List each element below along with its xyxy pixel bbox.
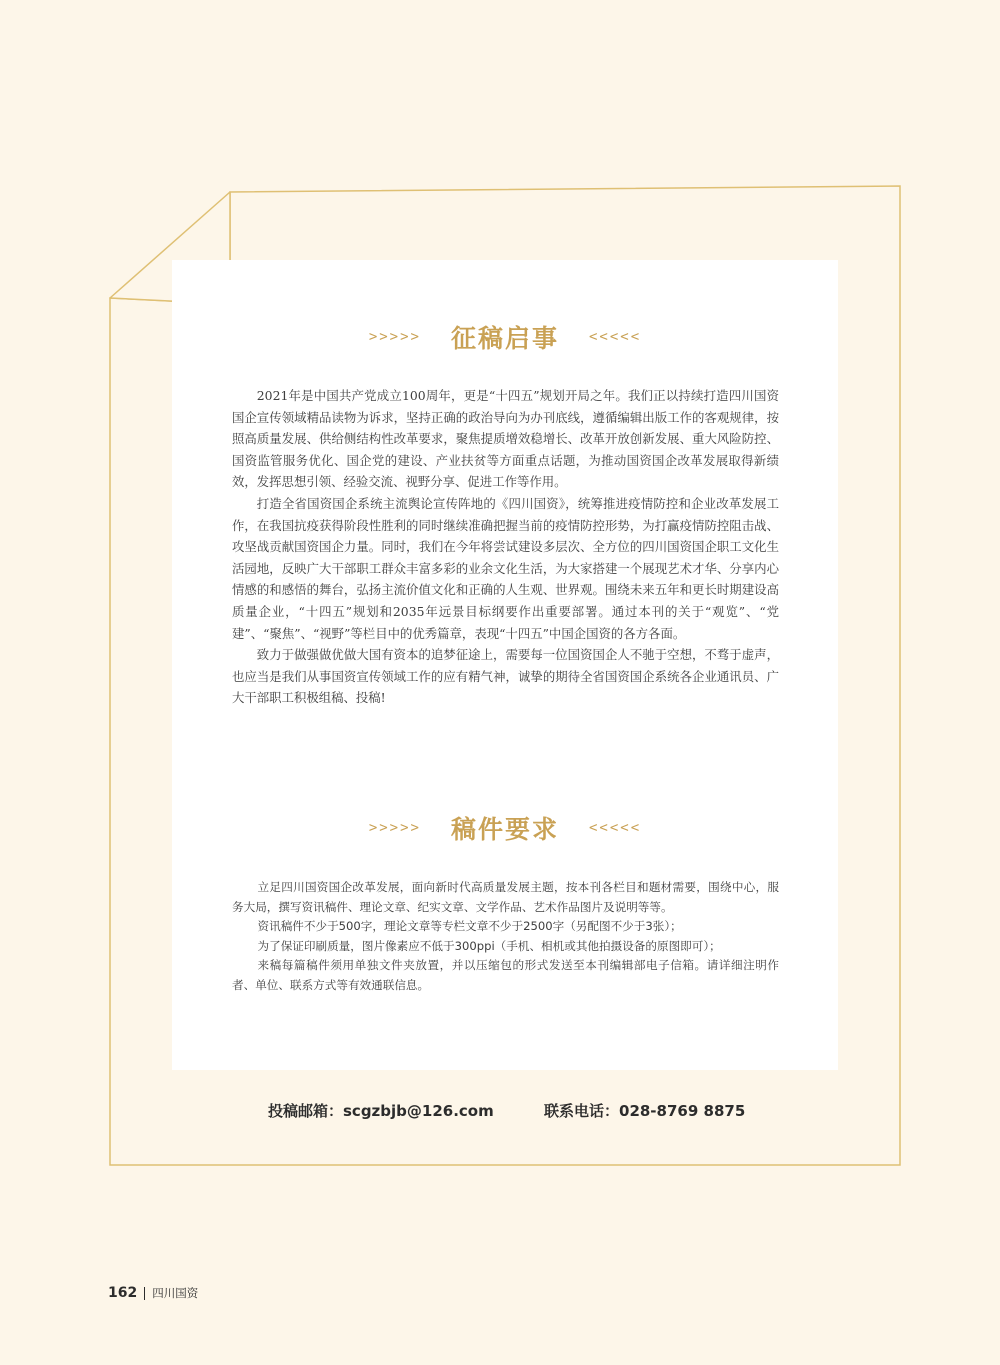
footer-divider [144, 1287, 145, 1300]
arrow-left-decoration: <<<<< [589, 820, 642, 836]
submission-email: 投稿邮箱：scgzbjb@126.com [268, 1102, 494, 1120]
notice-title: 征稿启事 [450, 324, 559, 353]
magazine-name: 四川国资 [152, 1286, 199, 1300]
requirement-item: 资讯稿件不少于500字，理论文章等专栏文章不少于2500字（另配图不少于3张）； [257, 919, 682, 934]
notice-body [232, 385, 779, 709]
arrow-right-decoration: >>>>> [368, 329, 421, 345]
notice-heading [172, 317, 838, 357]
contact-phone: 联系电话：028-8769 8875 [544, 1102, 746, 1120]
notice-paragraph: 打造全省国资国企系统主流舆论宣传阵地的《四川国资》，统筹推进疫情防控和企业改革发展工作，在我国抗疫获得阶段性胜利的同时继续准确把握当前的疫情防控形势，为打赢疫情防控阻击战、攻坚战贡献国资国企力量。同时，我们在今年将尝试建设多层次、全方位的四川国资国企职工文化生活园地，反映广大干部职工群众丰富多彩的业余文化生活，为大家搭建一个展现艺术才华、分享内心情感的和感悟的舞台，弘扬主流价值文化和正确的人生观、世界观。围绕未来五年和更长时期建设高质量企业，“十四五”规划和2035年远景目标纲要作出重要部署。通过本刊的关于“观览”、“党建”、“聚焦”、“视野”等栏目中的优秀篇章，表现“十四五”中国企国资的各方各面。 [232, 495, 779, 641]
requirements-body [232, 878, 779, 996]
page-number: 162 [108, 1285, 138, 1301]
contact-info [172, 1100, 838, 1122]
requirements-title: 稿件要求 [450, 815, 559, 844]
arrow-right-decoration: >>>>> [368, 820, 421, 836]
page-footer [108, 1283, 198, 1303]
notice-paragraph: 致力于做强做优做大国有资本的追梦征途上，需要每一位国资国企人不驰于空想，不骛于虚声，也应当是我们从事国资宣传领域工作的应有精气神，诚挚的期待全省国资国企系统各企业通讯员、广大干部职工积极组稿、投稿! [232, 647, 779, 706]
notice-paragraph: 2021年是中国共产党成立100周年，更是“十四五”规划开局之年。我们正以持续打造四川国资国企宣传领域精品读物为诉求，坚持正确的政治导向为办刊底线，遵循编辑出版工作的客观规律，按照高质量发展、供给侧结构性改革要求，聚焦提质增效稳增长、改革开放创新发展、重大风险防控、国资监管服务优化、国企党的建设、产业扶贫等方面重点话题，为推动国资国企改革发展取得新绩效，发挥思想引领、经验交流、视野分享、促进工作等作用。 [232, 388, 779, 490]
requirement-item: 为了保证印刷质量，图片像素应不低于300ppi（手机、相机或其他拍摄设备的原图即可）； [257, 938, 721, 953]
arrow-left-decoration: <<<<< [589, 329, 642, 345]
requirement-item: 来稿每篇稿件须用单独文件夹放置，并以压缩包的形式发送至本刊编辑部电子信箱。请详细注明作者、单位、联系方式等有效通联信息。 [232, 958, 779, 992]
requirements-heading [172, 808, 838, 848]
requirement-item: 立足四川国资国企改革发展，面向新时代高质量发展主题，按本刊各栏目和题材需要，围绕中心，服务大局，撰写资讯稿件、理论文章、纪实文章、文学作品、艺术作品图片及说明等等。 [232, 880, 779, 914]
